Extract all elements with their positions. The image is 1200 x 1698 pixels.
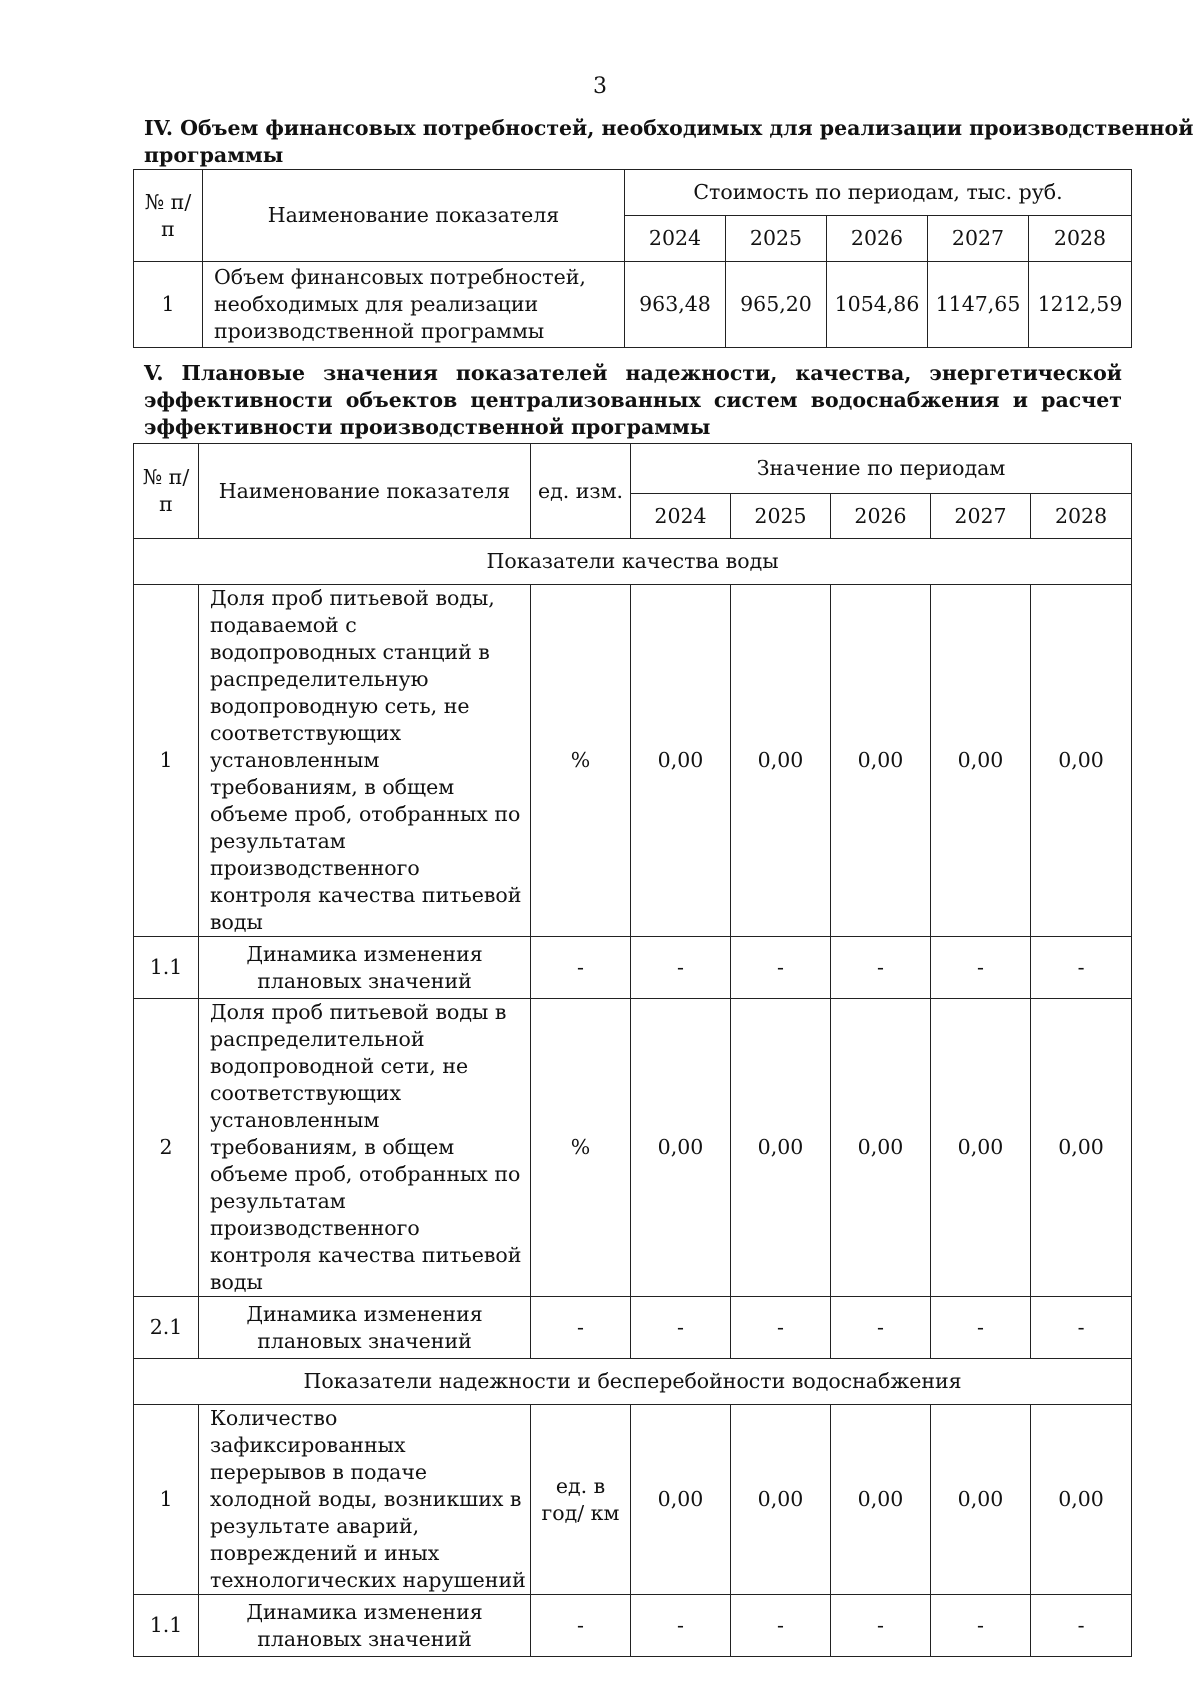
cost-value: 1054,86 — [827, 262, 928, 348]
row-value: 0,00 — [731, 585, 831, 937]
cost-value: 963,48 — [625, 262, 726, 348]
row-number: 2 — [134, 999, 199, 1297]
row-value: 0,00 — [731, 999, 831, 1297]
row-value: 0,00 — [1031, 1405, 1132, 1595]
row-number: 1 — [134, 585, 199, 937]
row-value: - — [1031, 937, 1132, 999]
year-header: 2027 — [928, 216, 1029, 262]
row-value: 0,00 — [831, 585, 931, 937]
row-value: 0,00 — [831, 999, 931, 1297]
year-header: 2028 — [1031, 494, 1132, 539]
section-4-heading-line-2: программы — [144, 143, 284, 167]
row-value: 0,00 — [631, 585, 731, 937]
col-header-value: Значение по периодам — [631, 444, 1132, 494]
col-header-name: Наименование показателя — [199, 444, 531, 539]
row-number: 1 — [134, 1405, 199, 1595]
row-value: - — [631, 1595, 731, 1657]
row-value: - — [831, 1297, 931, 1359]
year-header: 2028 — [1029, 216, 1132, 262]
row-value: 0,00 — [1031, 999, 1132, 1297]
cost-value: 1147,65 — [928, 262, 1029, 348]
row-value: - — [831, 1595, 931, 1657]
year-header: 2026 — [827, 216, 928, 262]
row-value: - — [731, 937, 831, 999]
year-header: 2027 — [931, 494, 1031, 539]
row-unit: - — [531, 937, 631, 999]
section-5-heading-line-2: эффективности объектов централизованных систем водоснабжения и расчет — [144, 388, 1122, 412]
row-value: - — [731, 1595, 831, 1657]
table-row — [134, 1405, 1132, 1595]
year-header: 2026 — [831, 494, 931, 539]
table-row — [134, 1297, 1132, 1359]
section-4-heading — [144, 115, 1194, 169]
row-value: - — [831, 937, 931, 999]
row-value: 0,00 — [831, 1405, 931, 1595]
section-row-water-quality: Показатели качества воды — [134, 539, 1132, 585]
row-name: Доля проб питьевой воды, подаваемой с водопроводных станций в распределительную водопроводную сеть, не соответствующих установленным требованиям, в общем объеме проб, отобранных по результатам производственного контроля качества питьевой воды — [199, 585, 531, 937]
row-name: Динамика изменения плановых значений — [199, 1595, 531, 1657]
financial-needs-table — [133, 169, 1132, 348]
section-5-heading — [144, 360, 1122, 441]
row-name: Динамика изменения плановых значений — [199, 1297, 531, 1359]
row-value: - — [631, 937, 731, 999]
col-header-unit: ед. изм. — [531, 444, 631, 539]
row-unit: - — [531, 1595, 631, 1657]
row-unit: - — [531, 1297, 631, 1359]
row-value: - — [631, 1297, 731, 1359]
section-4-heading-line-1: IV. Объем финансовых потребностей, необходимых для реализации производственной — [144, 116, 1194, 140]
row-value: 0,00 — [931, 1405, 1031, 1595]
row-value: 0,00 — [731, 1405, 831, 1595]
table-row — [134, 999, 1132, 1297]
row-name: Количество зафиксированных перерывов в подаче холодной воды, возникших в результате аварий, повреждений и иных технологических нарушений — [199, 1405, 531, 1595]
col-header-number: № п/п — [134, 170, 203, 262]
row-value: - — [731, 1297, 831, 1359]
row-value: - — [931, 1595, 1031, 1657]
row-value: 0,00 — [1031, 585, 1132, 937]
row-value: 0,00 — [631, 999, 731, 1297]
row-number: 1.1 — [134, 937, 199, 999]
row-value: 0,00 — [931, 999, 1031, 1297]
row-unit: % — [531, 585, 631, 937]
year-header: 2025 — [726, 216, 827, 262]
year-header: 2024 — [631, 494, 731, 539]
col-header-cost: Стоимость по периодам, тыс. руб. — [625, 170, 1132, 216]
row-value: - — [1031, 1595, 1132, 1657]
year-header: 2024 — [625, 216, 726, 262]
row-value: 0,00 — [931, 585, 1031, 937]
row-value: - — [931, 1297, 1031, 1359]
row-number: 2.1 — [134, 1297, 199, 1359]
year-header: 2025 — [731, 494, 831, 539]
row-number: 1 — [134, 262, 203, 348]
indicators-table — [133, 443, 1132, 1657]
row-unit: ед. в год/ км — [531, 1405, 631, 1595]
row-name: Доля проб питьевой воды в распределительной водопроводной сети, не соответствующих установленным требованиям, в общем объеме проб, отобранных по результатам производственного контроля качества питьевой воды — [199, 999, 531, 1297]
row-name: Объем финансовых потребностей, необходимых для реализации производственной программы — [203, 262, 625, 348]
row-name: Динамика изменения плановых значений — [199, 937, 531, 999]
table-row — [134, 937, 1132, 999]
row-value: - — [1031, 1297, 1132, 1359]
section-5-heading-line-3: эффективности производственной программы — [144, 415, 711, 439]
section-5-heading-line-1: V. Плановые значения показателей надежности, качества, энергетической — [144, 361, 1122, 385]
row-number: 1.1 — [134, 1595, 199, 1657]
col-header-name: Наименование показателя — [203, 170, 625, 262]
table-row — [134, 585, 1132, 937]
section-row-reliability: Показатели надежности и бесперебойности водоснабжения — [134, 1359, 1132, 1405]
row-value: 0,00 — [631, 1405, 731, 1595]
table-row — [134, 262, 1132, 348]
cost-value: 1212,59 — [1029, 262, 1132, 348]
row-unit: % — [531, 999, 631, 1297]
row-value: - — [931, 937, 1031, 999]
table-row — [134, 1595, 1132, 1657]
cost-value: 965,20 — [726, 262, 827, 348]
page-number: 3 — [593, 74, 607, 99]
col-header-number: № п/п — [134, 444, 199, 539]
